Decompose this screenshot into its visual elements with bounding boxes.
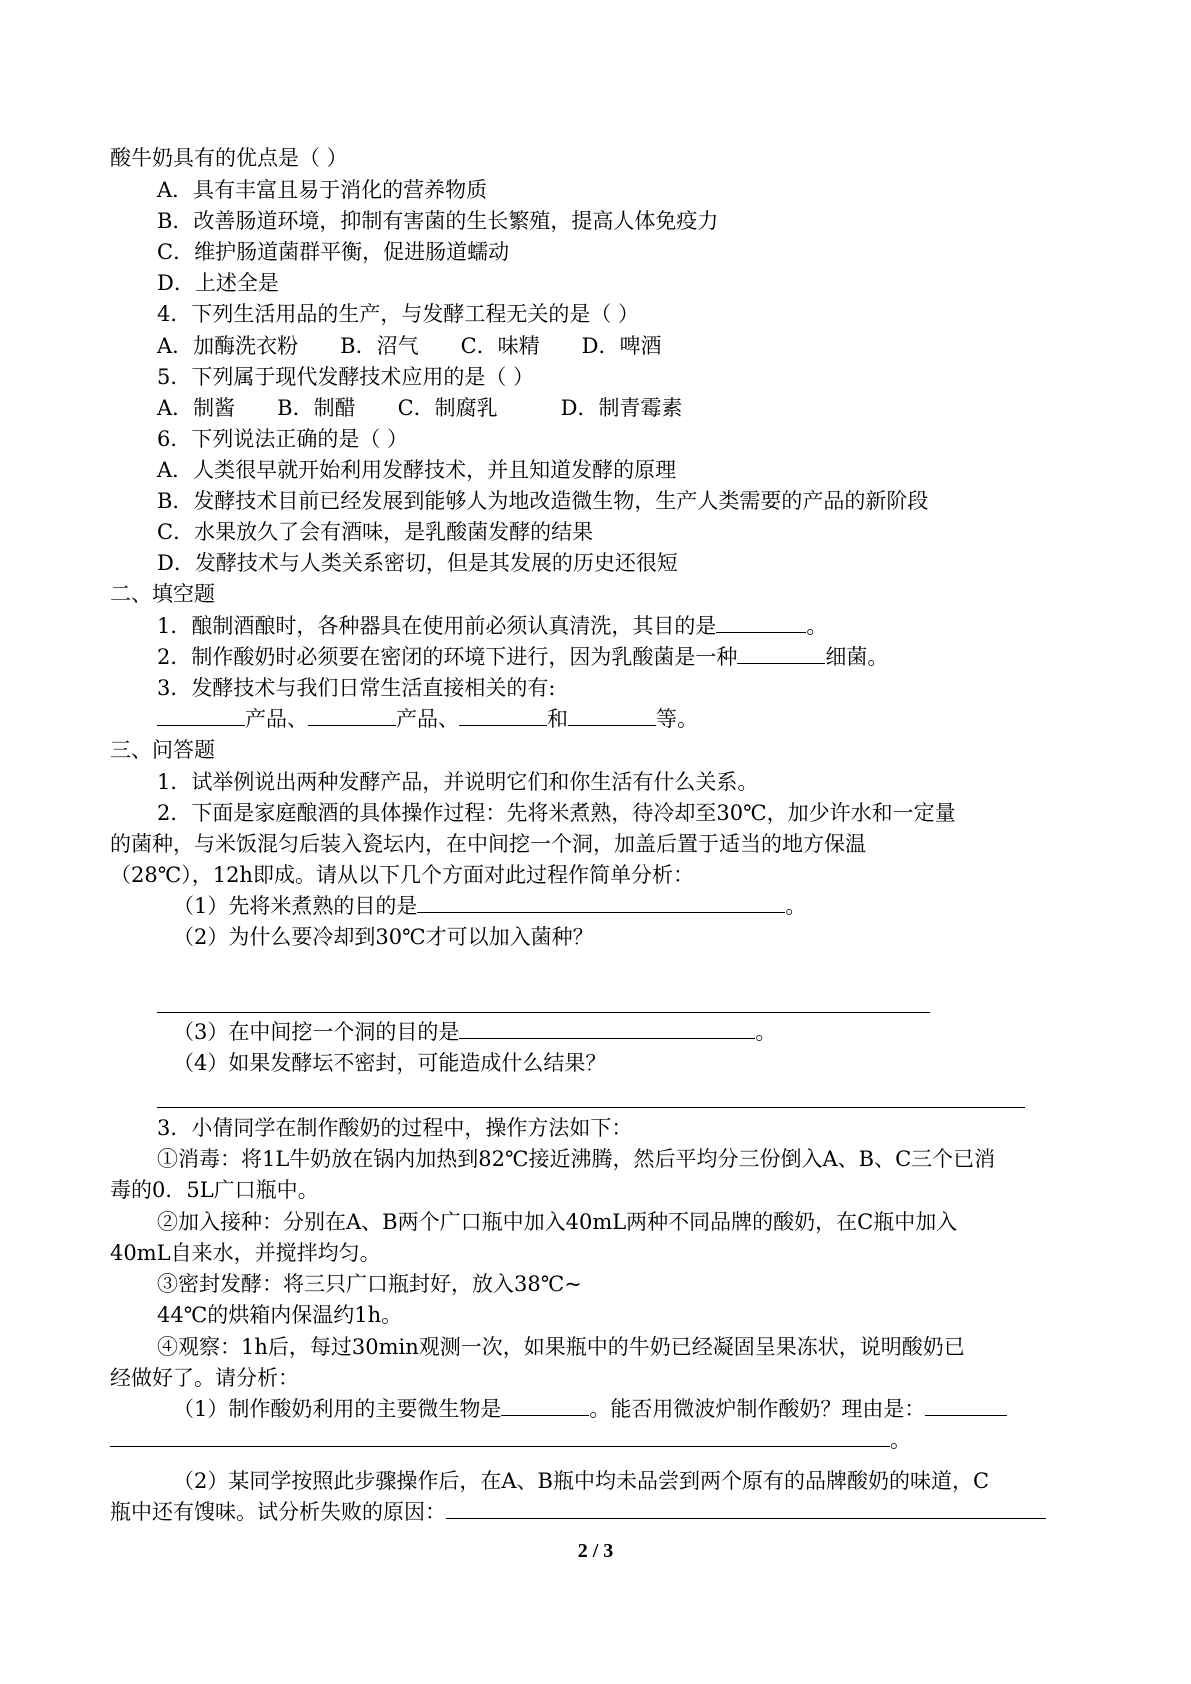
qa-subquestion-1-end: 。 (785, 894, 807, 918)
step-2-line2: 40mL自来水，并搅拌均匀。 (110, 1241, 381, 1265)
question-4-options: A．加酶洗衣粉 B．沼气 C．味精 D．啤酒 (157, 334, 662, 358)
analysis-question-1-end: 。 (890, 1428, 911, 1452)
answer-blank[interactable] (110, 1426, 890, 1447)
answer-blank[interactable] (157, 705, 245, 726)
qa-subquestion-1-text: （1）先将米煮熟的目的是 (173, 894, 418, 918)
blank-suffix: 和 (547, 707, 568, 731)
answer-blank[interactable] (446, 1498, 1046, 1519)
section-heading-qa: 三、问答题 (110, 738, 215, 762)
step-4-line2: 经做好了。请分析： (110, 1366, 299, 1390)
qa-question-2-line1: 2．下面是家庭酿酒的具体操作过程：先将米煮熟，待冷却至30℃，加少许水和一定量 (157, 801, 956, 825)
fill-question-3: 3．发酵技术与我们日常生活直接相关的有: (157, 676, 556, 700)
qa-subquestion-3-text: （3）在中间挖一个洞的目的是 (173, 1020, 460, 1044)
step-1-line1: ①消毒：将1L牛奶放在锅内加热到82℃接近沸腾，然后平均分三份倒入A、B、C三个已消 (157, 1147, 996, 1171)
question-6-option-b: B．发酵技术目前已经发展到能够人为地改造微生物，生产人类需要的产品的新阶段 (157, 489, 929, 513)
fill-question-2-text: 2．制作酸奶时必须要在密闭的环境下进行，因为乳酸菌是一种 (157, 645, 738, 669)
section-heading-fill-blank: 二、填空题 (110, 582, 215, 606)
analysis-question-2-line1: （2）某同学按照此步骤操作后，在A、B瓶中均未品尝到两个原有的品牌酸奶的味道，C (173, 1469, 990, 1493)
question-4: 4．下列生活用品的生产，与发酵工程无关的是（ ） (157, 302, 640, 326)
answer-line[interactable] (157, 1012, 930, 1013)
qa-subquestion-1 (173, 892, 806, 920)
question-6: 6．下列说法正确的是（ ） (157, 427, 409, 451)
analysis-question-1-line2 (110, 1426, 911, 1454)
blank-suffix: 产品、 (396, 707, 459, 731)
answer-blank[interactable] (417, 892, 785, 913)
qa-question-1: 1．试举例说出两种发酵产品，并说明它们和你生活有什么关系。 (157, 770, 759, 794)
qa-subquestion-2: （2）为什么要冷却到30℃才可以加入菌种？ (173, 925, 594, 949)
analysis-question-2-line2 (110, 1498, 1046, 1526)
answer-blank[interactable] (737, 643, 825, 664)
qa-subquestion-3 (173, 1018, 776, 1046)
page-number: 2 / 3 (577, 1540, 614, 1562)
fill-question-2 (157, 643, 888, 671)
answer-blank[interactable] (568, 705, 656, 726)
analysis-question-2-text: 瓶中还有馊味。试分析失败的原因： (110, 1500, 446, 1524)
fill-question-1 (157, 612, 827, 640)
fill-question-3-blanks (157, 705, 698, 733)
qa-subquestion-3-end: 。 (755, 1020, 777, 1044)
blank-suffix: 产品、 (245, 707, 308, 731)
answer-blank[interactable] (925, 1395, 1007, 1416)
step-3-line1: ③密封发酵：将三只广口瓶封好，放入38℃~ (157, 1272, 582, 1296)
question-stem: 酸牛奶具有的优点是（ ） (110, 146, 348, 170)
qa-question-3: 3．小倩同学在制作酸奶的过程中，操作方法如下： (157, 1116, 633, 1140)
answer-blank[interactable] (716, 612, 806, 633)
step-1-line2: 毒的0．5L广口瓶中。 (110, 1178, 319, 1202)
answer-blank[interactable] (501, 1395, 589, 1416)
question-6-option-a: A．人类很早就开始利用发酵技术，并且知道发酵的原理 (157, 458, 677, 482)
qa-subquestion-4: （4）如果发酵坛不密封，可能造成什么结果？ (173, 1051, 607, 1075)
step-4-line1: ④观察：1h后，每过30min观测一次，如果瓶中的牛奶已经凝固呈果冻状，说明酸奶已 (157, 1335, 965, 1359)
qa-question-2-line2: 的菌种，与米饭混匀后装入瓷坛内，在中间挖一个洞，加盖后置于适当的地方保温 (110, 832, 866, 856)
option-a: A．具有丰富且易于消化的营养物质 (157, 178, 488, 202)
option-b: B．改善肠道环境，抑制有害菌的生长繁殖，提高人体免疫力 (157, 209, 719, 233)
blank-suffix: 等。 (656, 707, 698, 731)
answer-blank[interactable] (308, 705, 396, 726)
qa-question-2-line3: （28℃），12h即成。请从以下几个方面对此过程作简单分析： (110, 863, 694, 887)
answer-blank[interactable] (459, 1018, 755, 1039)
question-6-option-c: C．水果放久了会有酒味，是乳酸菌发酵的结果 (157, 520, 594, 544)
analysis-question-1-text: （1）制作酸奶利用的主要微生物是 (173, 1397, 502, 1421)
question-5-options: A．制酱 B．制醋 C．制腐乳 D．制青霉素 (157, 396, 683, 420)
fill-question-2-end: 细菌。 (825, 645, 889, 669)
fill-question-1-end: 。 (806, 614, 828, 638)
step-3-line2: 44℃的烘箱内保温约1h。 (157, 1303, 403, 1327)
option-d: D．上述全是 (157, 271, 279, 295)
answer-line[interactable] (157, 1107, 1025, 1108)
question-6-option-d: D．发酵技术与人类关系密切，但是其发展的历史还很短 (157, 551, 678, 575)
answer-blank[interactable] (459, 705, 547, 726)
analysis-question-1-mid: 。能否用微波炉制作酸奶？理由是： (589, 1397, 926, 1421)
fill-question-1-text: 1．酿制酒酿时，各种器具在使用前必须认真清洗，其目的是 (157, 614, 717, 638)
step-2-line1: ②加入接种：分别在A、B两个广口瓶中加入40mL两种不同品牌的酸奶，在C瓶中加入 (157, 1210, 958, 1234)
option-c: C．维护肠道菌群平衡，促进肠道蠕动 (157, 240, 510, 264)
analysis-question-1 (173, 1395, 1007, 1423)
question-5: 5．下列属于现代发酵技术应用的是（ ） (157, 365, 535, 389)
